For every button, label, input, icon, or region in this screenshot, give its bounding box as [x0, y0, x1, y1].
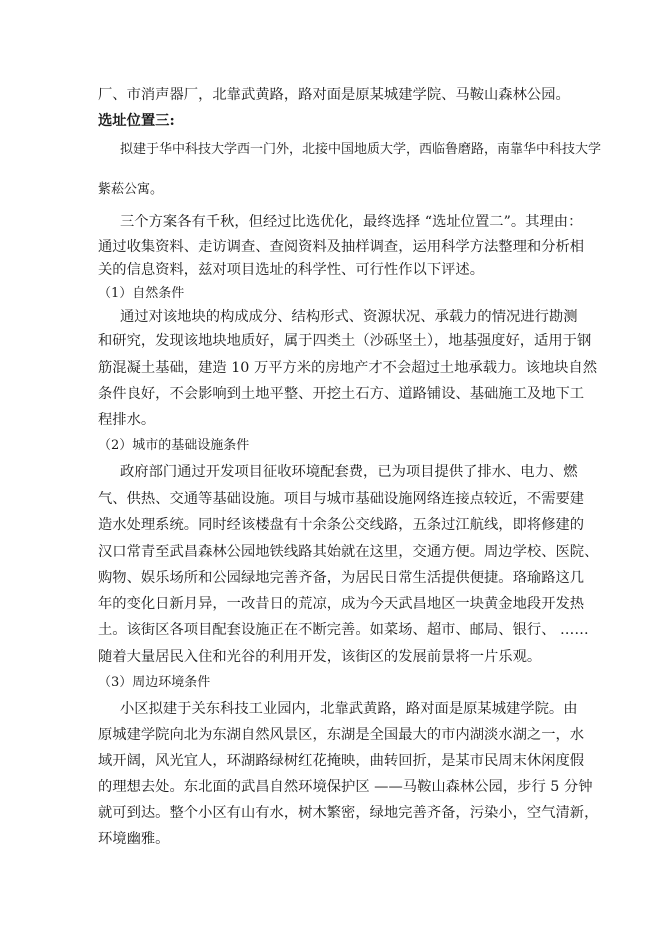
paragraph-line: 三个方案各有千秋，但经过比选优化，最终选择 “选址位置二”。其理由：: [120, 214, 583, 230]
paragraph-line: 和研究，发现该地块地质好，属于四类土（沙砾坚土），地基强度好，适用于钢: [98, 333, 592, 349]
subsection-heading-natural: （1）自然条件: [98, 286, 185, 301]
paragraph-line: 就可到达。整个小区有山有水，树木繁密，绿地完善齐备，污染小，空气清新，: [98, 805, 599, 821]
subsection-heading-environment: （3）周边环境条件: [98, 675, 211, 690]
paragraph-line: 域开阔，风光宜人，环湖路绿树红花掩映，曲转回折，是某市民周末休闲度假: [98, 753, 585, 769]
paragraph-line: 通过对该地块的构成成分、结构形式、资源状况、承载力的情况进行勘测: [120, 309, 578, 325]
paragraph-line: 关的信息资料，兹对项目选址的科学性、可行性作以下评述。: [98, 262, 485, 278]
paragraph-line: 随着大量居民入住和光谷的利用开发，该街区的发展前景将一片乐观。: [98, 649, 542, 665]
paragraph-line: 土。该街区各项目配套设施正在不断完善。如菜场、超市、邮局、银行、 ……: [98, 622, 589, 638]
section-heading-site-3: 选址位置三:: [98, 113, 175, 129]
paragraph-line: 拟建于华中科技大学西一门外，北接中国地质大学，西临鲁磨路，南靠华中科技大学: [120, 142, 602, 157]
paragraph-line: 的理想去处。东北面的武昌自然环境保护区 ——马鞍山森林公园，步行 5 分钟: [98, 779, 593, 795]
paragraph-line: 紫菘公寓。: [98, 182, 164, 197]
paragraph-line: 汉口常青至武昌森林公园地铁线路其始就在这里，交通方便。周边学校、医院、: [98, 544, 599, 560]
paragraph-line: 程排水。: [98, 412, 156, 428]
paragraph-line: 政府部门通过开发项目征收环境配套费，已为项目提供了排水、电力、燃: [120, 464, 578, 480]
paragraph-line: 条件良好，不会影响到土地平整、开挖土石方、道路铺设、基础施工及地下工: [98, 386, 585, 402]
paragraph-line: 厂、市消声器厂，北靠武黄路，路对面是原某城建学院、马鞍山森林公园。: [98, 87, 570, 103]
paragraph-line: 筋混凝土基础，建造 10 万平方米的房地产才不会超过土地承载力。该地块自然: [98, 360, 598, 376]
paragraph-line: 通过收集资料、走访调查、查阅资料及抽样调查，运用科学方法整理和分析相: [98, 239, 585, 255]
paragraph-line: 造水处理系统。同时经该楼盘有十余条公交线路，五条过江航线，即将修建的: [98, 517, 585, 533]
paragraph-line: 年的变化日新月异，一改昔日的荒凉，成为今天武昌地区一块黄金地段开发热: [98, 596, 585, 612]
paragraph-line: 小区拟建于关东科技工业园内，北靠武黄路，路对面是原某城建学院。由: [120, 701, 578, 717]
paragraph-line: 气、供热、交通等基础设施。项目与城市基础设施网络连接点较近，不需要建: [98, 491, 585, 507]
subsection-heading-infrastructure: （2）城市的基础设施条件: [98, 438, 250, 453]
paragraph-line: 环境幽雅。: [98, 831, 170, 847]
paragraph-line: 原城建学院向北为东湖自然风景区，东湖是全国最大的市内湖淡水湖之一，水: [98, 727, 585, 743]
paragraph-line: 购物、娱乐场所和公园绿地完善齐备，为居民日常生活提供便捷。珞瑜路这几: [98, 570, 585, 586]
